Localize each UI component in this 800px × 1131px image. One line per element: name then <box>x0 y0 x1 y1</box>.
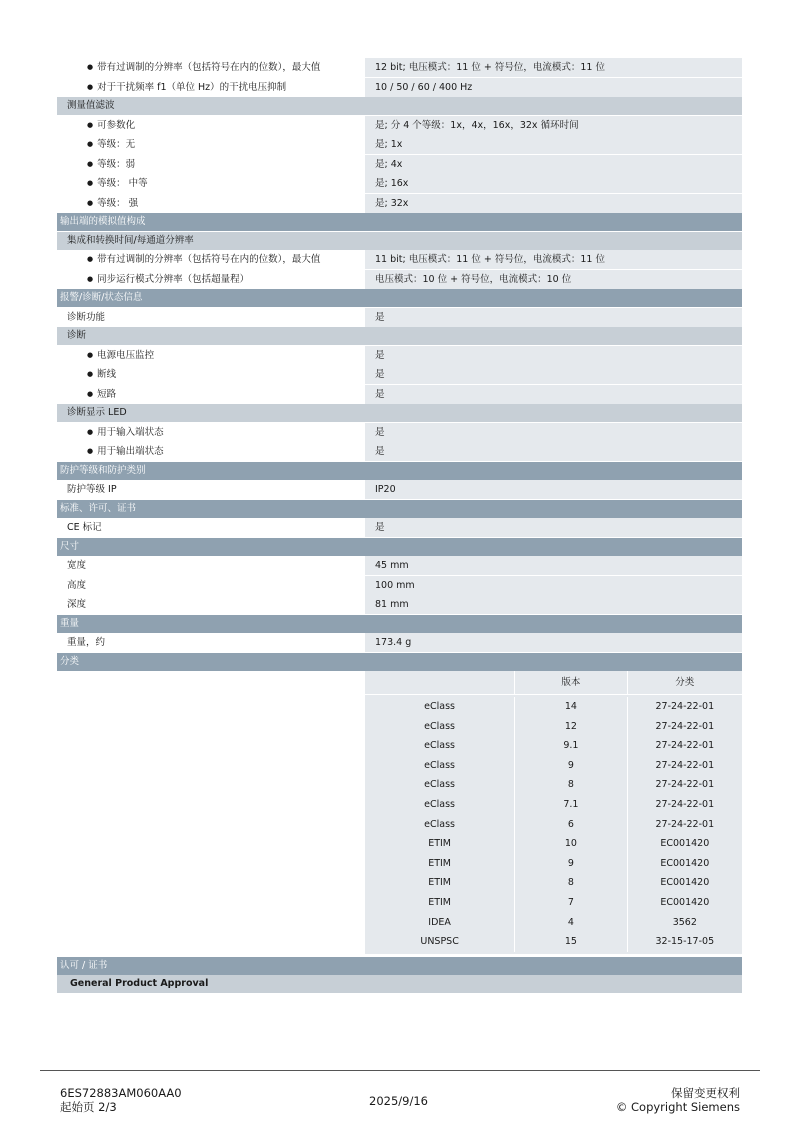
rights-reserved: 保留变更权利 <box>671 1086 740 1100</box>
classification-version: 6 <box>515 815 627 835</box>
spec-label-text: 短路 <box>97 388 117 400</box>
bullet-icon <box>87 62 97 73</box>
section-header: 防护等级和防护类别 <box>57 462 742 480</box>
spec-row <box>57 155 742 174</box>
page-number: 起始页 2/3 <box>60 1100 117 1114</box>
subsection-header: 诊断 <box>57 327 742 345</box>
classification-version: 4 <box>515 913 627 933</box>
subsection-header: 集成和转换时间/每通道分辨率 <box>57 232 742 250</box>
classification-version: 9.1 <box>515 736 627 756</box>
classification-code: EC001420 <box>660 838 710 850</box>
spec-label-text: 同步运行模式分辨率（包括超量程） <box>97 273 250 285</box>
bullet-icon <box>87 178 97 189</box>
spec-value: 10 / 50 / 60 / 400 Hz <box>365 78 742 97</box>
classification-version: 8 <box>515 775 627 795</box>
spec-value: 是 <box>365 442 742 461</box>
classification-code: 27-24-22-01 <box>655 798 715 810</box>
spec-label-text: 等级：无 <box>97 139 136 150</box>
classification-version: 8 <box>515 873 627 893</box>
spec-label-text: 带有过调制的分辨率（包括符号在内的位数），最大值 <box>97 62 321 73</box>
footer-left <box>60 1086 182 1114</box>
spec-value: 是; 32x <box>365 194 742 213</box>
spec-label <box>57 423 365 442</box>
section-header: 分类 <box>57 653 742 671</box>
classification-header-system <box>365 671 515 694</box>
spec-label-text: 诊断功能 <box>67 311 106 323</box>
classification-system: eClass <box>365 756 515 776</box>
spec-row <box>57 174 742 193</box>
bullet-icon <box>87 82 97 93</box>
bullet-icon <box>87 350 97 361</box>
spec-row <box>57 308 742 327</box>
classification-row <box>365 717 742 737</box>
classification-code: EC001420 <box>660 877 710 889</box>
spec-row <box>57 633 742 652</box>
spec-label-text: CE 标记 <box>67 522 102 533</box>
spec-value: IP20 <box>365 480 742 499</box>
spec-label-text: 可参数化 <box>97 119 136 131</box>
spec-label <box>57 308 365 327</box>
classification-row <box>365 775 742 795</box>
classification-code: EC001420 <box>660 857 710 869</box>
spec-label <box>57 174 365 193</box>
spec-label <box>57 595 365 614</box>
section-header: 报警/诊断/状态信息 <box>57 289 742 307</box>
bullet-icon <box>87 446 97 457</box>
spec-row <box>57 116 742 135</box>
spec-label-text: 高度 <box>67 579 87 591</box>
spec-label-text: 等级： 中等 <box>97 178 148 189</box>
classification-system: UNSPSC <box>365 932 515 952</box>
classification-version: 12 <box>515 717 627 737</box>
spec-row <box>57 346 742 365</box>
spec-label-text: 用于输出端状态 <box>97 446 164 457</box>
spec-row <box>57 58 742 77</box>
classification-code: EC001420 <box>660 896 710 908</box>
classification-system: IDEA <box>365 913 515 933</box>
spec-label <box>57 270 365 289</box>
classification-system: eClass <box>365 717 515 737</box>
spec-label-text: 重量，约 <box>67 637 106 648</box>
bullet-icon <box>87 159 97 170</box>
bullet-icon <box>87 120 97 131</box>
classification-header-row <box>365 671 742 695</box>
classification-code: 27-24-22-01 <box>655 759 715 771</box>
classification-row <box>365 932 742 952</box>
spec-value: 81 mm <box>365 595 742 614</box>
spec-label <box>57 385 365 404</box>
spec-row <box>57 423 742 442</box>
spec-value: 是; 4x <box>365 155 742 174</box>
classification-version: 15 <box>515 932 627 952</box>
classification-version: 10 <box>515 834 627 854</box>
spec-row <box>57 135 742 154</box>
classification-row <box>365 795 742 815</box>
subsection-header: 诊断显示 LED <box>57 404 742 422</box>
spec-label <box>57 442 365 461</box>
spec-value: 是 <box>365 423 742 442</box>
spec-label <box>57 518 365 537</box>
classification-version: 7 <box>515 893 627 913</box>
classification-system: eClass <box>365 736 515 756</box>
spec-value: 是 <box>365 365 742 384</box>
classification-row <box>365 697 742 717</box>
bullet-icon <box>87 198 97 209</box>
spec-label <box>57 135 365 154</box>
spec-label-text: 等级：弱 <box>97 158 136 170</box>
classification-version: 14 <box>515 697 627 717</box>
classification-row <box>365 736 742 756</box>
spec-value: 是 <box>365 346 742 365</box>
classification-row <box>365 893 742 913</box>
classification-row <box>365 834 742 854</box>
classification-row <box>365 913 742 933</box>
spec-row <box>57 480 742 499</box>
spec-label <box>57 556 365 575</box>
bullet-icon <box>87 389 97 400</box>
classification-row <box>365 756 742 776</box>
spec-row <box>57 442 742 461</box>
classification-row <box>365 815 742 835</box>
spec-value: 是 <box>365 385 742 404</box>
spec-value: 45 mm <box>365 556 742 575</box>
bullet-icon <box>87 274 97 285</box>
order-number: 6ES72883AM060AA0 <box>60 1086 182 1100</box>
spec-value: 电压模式：10 位 + 符号位，电流模式：10 位 <box>365 270 742 289</box>
spec-label <box>57 576 365 595</box>
datasheet-table <box>57 58 742 993</box>
spec-label-text: 等级： 强 <box>97 197 139 209</box>
spec-label <box>57 78 365 97</box>
copyright: © Copyright Siemens <box>615 1100 740 1114</box>
classification-version: 9 <box>515 756 627 776</box>
spec-value: 是; 分 4 个等级：1x，4x，16x，32x 循环时间 <box>365 116 742 135</box>
spec-row <box>57 595 742 614</box>
bullet-icon <box>87 427 97 438</box>
bullet-icon <box>87 254 97 265</box>
spec-rows <box>57 58 742 671</box>
classification-system: eClass <box>365 697 515 717</box>
spec-label <box>57 346 365 365</box>
spec-label-text: 带有过调制的分辨率（包括符号在内的位数），最大值 <box>97 254 321 265</box>
spec-label <box>57 633 365 652</box>
spec-label-text: 电源电压监控 <box>97 349 155 361</box>
subsection-header: 测量值滤波 <box>57 97 742 115</box>
spec-label <box>57 480 365 499</box>
classification-code: 27-24-22-01 <box>655 720 715 732</box>
spec-label <box>57 365 365 384</box>
footer-date: 2025/9/16 <box>369 1094 428 1108</box>
certification-header: 认可 / 证书 <box>57 957 742 975</box>
section-header: 标准、许可、证书 <box>57 500 742 518</box>
spec-label <box>57 250 365 269</box>
classification-system: ETIM <box>365 873 515 893</box>
classification-system: eClass <box>365 815 515 835</box>
spec-row <box>57 365 742 384</box>
classification-system: eClass <box>365 775 515 795</box>
spec-label <box>57 58 365 77</box>
spec-label-text: 用于输入端状态 <box>97 426 164 438</box>
classification-system: ETIM <box>365 893 515 913</box>
general-product-approval: General Product Approval <box>57 975 742 993</box>
classification-system: ETIM <box>365 854 515 874</box>
section-header: 输出端的模拟值构成 <box>57 213 742 231</box>
section-header: 尺寸 <box>57 538 742 556</box>
classification-code: 27-24-22-01 <box>655 701 715 712</box>
spec-value: 11 bit; 电压模式：11 位 + 符号位，电流模式：11 位 <box>365 250 742 269</box>
bullet-icon <box>87 139 97 150</box>
spec-value: 12 bit; 电压模式：11 位 + 符号位，电流模式：11 位 <box>365 58 742 77</box>
spec-row <box>57 250 742 269</box>
classification-code: 27-24-22-01 <box>655 779 715 791</box>
spec-label <box>57 116 365 135</box>
classification-code: 27-24-22-01 <box>655 818 715 830</box>
classification-header-version: 版本 <box>515 671 627 694</box>
spec-value: 173.4 g <box>365 633 742 652</box>
classification-header-class: 分类 <box>675 677 695 688</box>
spec-row <box>57 576 742 595</box>
spec-label <box>57 155 365 174</box>
spec-row <box>57 518 742 537</box>
spec-value: 100 mm <box>365 576 742 595</box>
spec-label <box>57 194 365 213</box>
classification-row <box>365 854 742 874</box>
spec-label-text: 对于干扰频率 f1（单位 Hz）的干扰电压抑制 <box>97 81 287 93</box>
section-header: 重量 <box>57 615 742 633</box>
classification-system: ETIM <box>365 834 515 854</box>
classification-system: eClass <box>365 795 515 815</box>
classification-code: 32-15-17-05 <box>655 936 715 948</box>
spec-value: 是; 16x <box>365 174 742 193</box>
spec-label-text: 宽度 <box>67 560 87 571</box>
footer-right <box>616 1086 740 1114</box>
spec-value: 是 <box>365 308 742 327</box>
spec-row <box>57 78 742 97</box>
classification-table <box>365 671 742 954</box>
spec-row <box>57 270 742 289</box>
spec-label-text: 断线 <box>97 369 117 380</box>
spec-value: 是 <box>365 518 742 537</box>
spec-row <box>57 194 742 213</box>
classification-code: 27-24-22-01 <box>655 740 715 752</box>
footer-divider <box>40 1070 760 1071</box>
classification-version: 7.1 <box>515 795 627 815</box>
spec-row <box>57 385 742 404</box>
classification-row <box>365 873 742 893</box>
classification-code: 3562 <box>672 916 697 928</box>
spec-label-text: 防护等级 IP <box>67 484 117 495</box>
classification-body <box>365 695 742 954</box>
spec-label-text: 深度 <box>67 599 87 610</box>
spec-row <box>57 556 742 575</box>
classification-version: 9 <box>515 854 627 874</box>
spec-value: 是; 1x <box>365 135 742 154</box>
bullet-icon <box>87 369 97 380</box>
